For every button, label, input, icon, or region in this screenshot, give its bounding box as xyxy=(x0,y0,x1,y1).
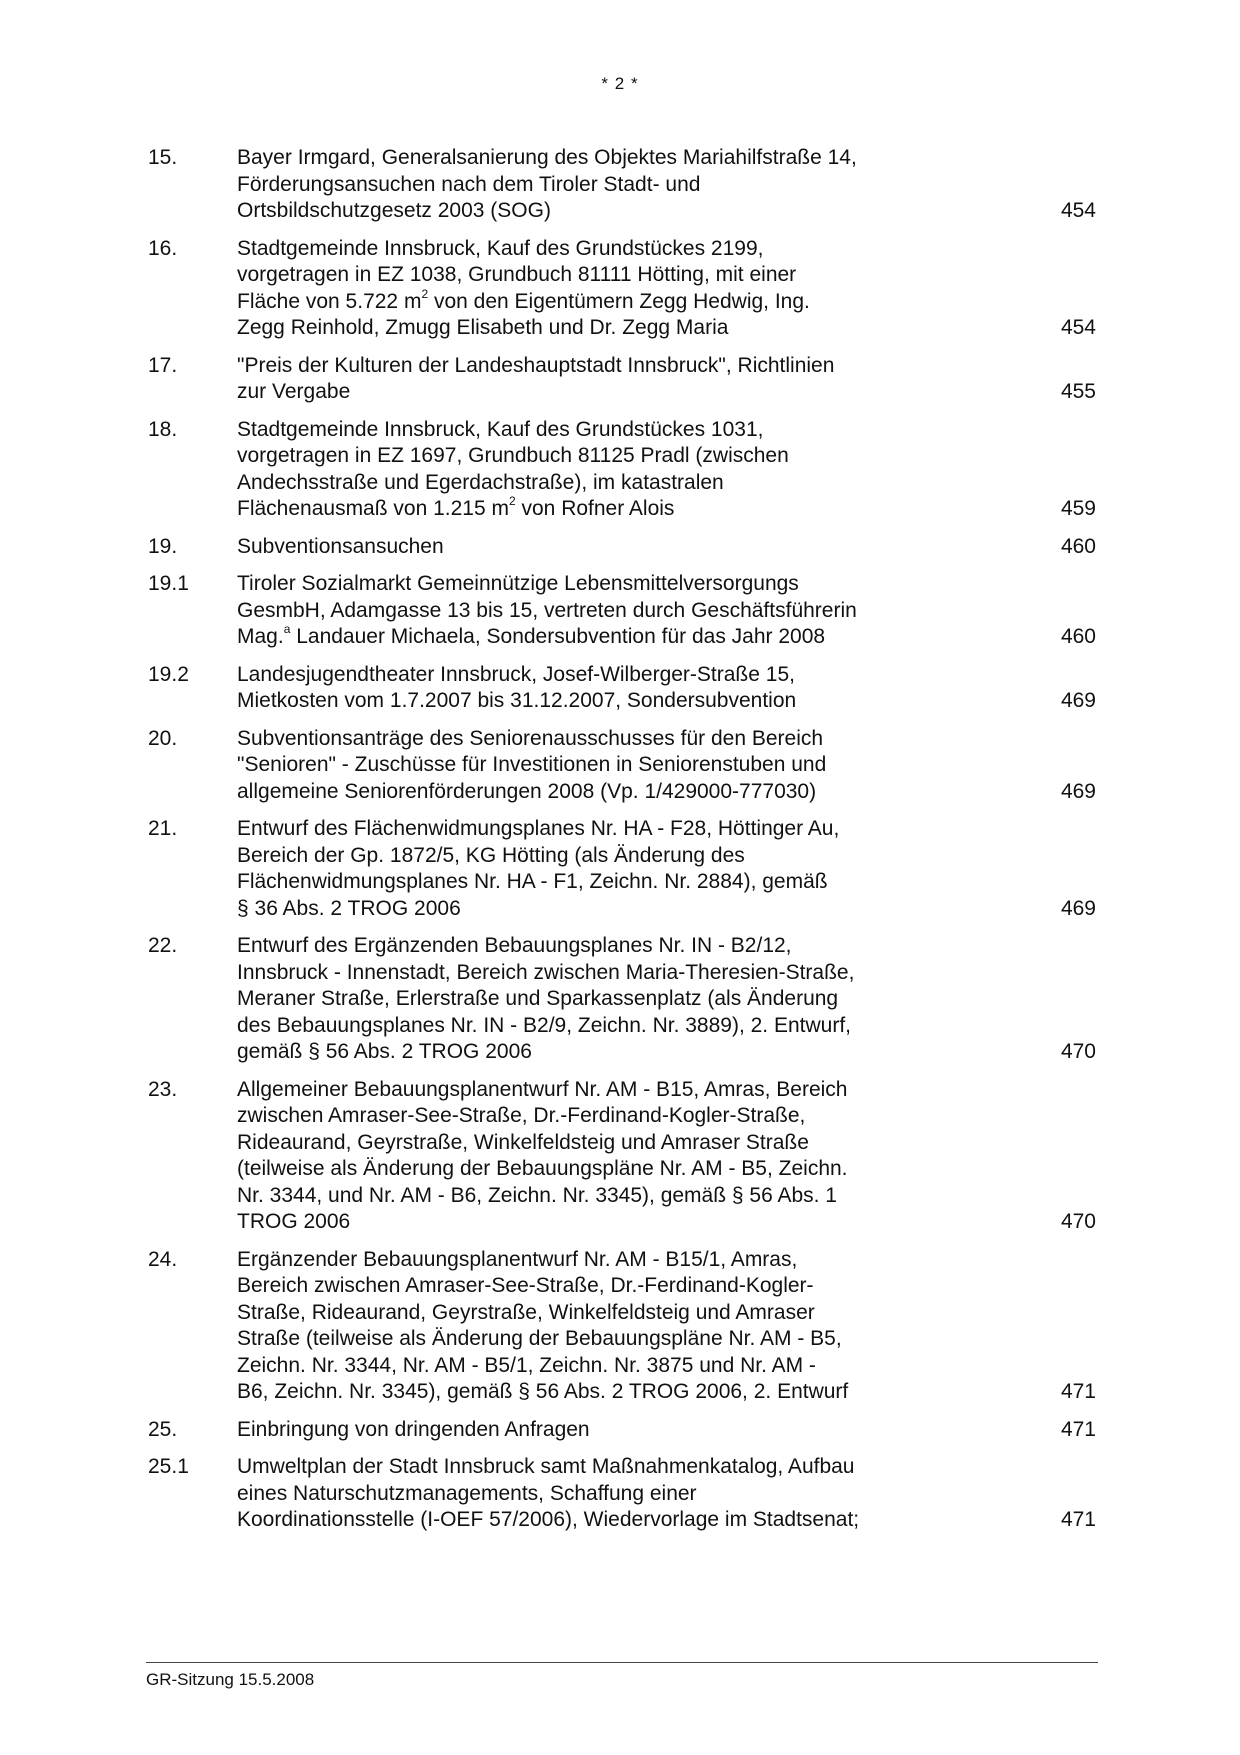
toc-entry-title-line: Rideaurand, Geyrstraße, Winkelfeldsteig und Amraser Straße xyxy=(237,1130,809,1154)
toc-entry-title xyxy=(237,1454,977,1534)
toc-entry-page: 469 xyxy=(1060,896,1096,920)
toc-entry-title-line: Meraner Straße, Erlerstraße und Sparkassenplatz (als Änderung xyxy=(237,987,839,1010)
toc-entry-title xyxy=(237,236,977,342)
footer-session-date: GR-Sitzung 15.5.2008 xyxy=(146,1670,315,1689)
toc-entry-title-line: Landesjugendtheater Innsbruck, Josef-Wilberger-Straße 15, xyxy=(237,662,795,686)
superscript: 2 xyxy=(508,494,516,508)
toc-entry xyxy=(148,145,1096,225)
toc-entry-title-line: Flächenausmaß von 1.215 $m^2$ von Rofner Alois xyxy=(237,494,675,520)
toc-entry-title xyxy=(237,662,977,715)
toc-entry xyxy=(148,1454,1096,1534)
toc-entry-title-line: vorgetragen in EZ 1038, Grundbuch 81111 Hötting, mit einer xyxy=(237,263,797,286)
toc-entry-number: 25.1 xyxy=(148,1455,189,1478)
toc-entry-page: 471 xyxy=(1060,1417,1096,1441)
toc-entry-title-line: Mietkosten vom 1.7.2007 bis 31.12.2007, Sondersubvention xyxy=(237,689,797,712)
toc-entry-page: 454 xyxy=(1060,316,1096,339)
toc-entry-title-line: Ortsbildschutzgesetz 2003 (SOG) xyxy=(237,199,551,222)
toc-entry-title-line: Entwurf des Flächenwidmungsplanes Nr. HA - F28, Höttinger Au, xyxy=(237,817,840,840)
toc-entry-title-line: zur Vergabe xyxy=(237,380,351,403)
toc-entry-title-line: gemäß § 56 Abs. 2 TROG 2006 xyxy=(237,1040,532,1063)
toc-entry-title-line: Mag.$^a$ Landauer Michaela, Sondersubvention für das Jahr 2008 xyxy=(237,622,826,648)
toc-entry-title-line: des Bebauungsplanes Nr. IN - B2/9, Zeichn. Nr. 3889), 2. Entwurf, xyxy=(237,1013,851,1037)
toc-entry-title-line: Straße, Rideaurand, Geyrstraße, Winkelfeldsteig und Amraser xyxy=(237,1300,815,1324)
toc-entry-page: 454 xyxy=(1060,199,1096,222)
toc-entry-title xyxy=(237,571,977,651)
toc-entry-title-line: Nr. 3344, und Nr. AM - B6, Zeichn. Nr. 3345), gemäß § 56 Abs. 1 xyxy=(237,1183,837,1207)
toc-entry xyxy=(148,816,1096,922)
toc-entry-title-line: vorgetragen in EZ 1697, Grundbuch 81125 Pradl (zwischen xyxy=(237,444,789,467)
page-number: * 2 * xyxy=(601,74,639,93)
toc-entry-page: 469 xyxy=(1060,689,1096,712)
toc-entry-page: 469 xyxy=(1060,779,1096,803)
toc-entry-title-line: zwischen Amraser-See-Straße, Dr.-Ferdinand-Kogler-Straße, xyxy=(237,1104,806,1127)
toc-entry-title xyxy=(237,1247,977,1406)
toc-entry-title-line: Tiroler Sozialmarkt Gemeinnützige Lebensmittelversorgungs xyxy=(237,572,799,595)
toc-entry xyxy=(148,236,1096,342)
toc-entry-title-line: Flächenwidmungsplanes Nr. HA - F1, Zeichn. Nr. 2884), gemäß xyxy=(237,870,828,893)
toc-entry-title-line: Koordinationsstelle (I-OEF 57/2006), Wiedervorlage im Stadtsenat; xyxy=(237,1508,860,1531)
toc-entry-title-line: Allgemeiner Bebauungsplanentwurf Nr. AM - B15, Amras, Bereich xyxy=(237,1077,848,1101)
toc-entry-number: 15. xyxy=(148,146,178,169)
toc-entry-title-line: Bereich der Gp. 1872/5, KG Hötting (als Änderung des xyxy=(237,843,745,867)
toc-entry-page: 460 xyxy=(1060,534,1096,558)
toc-entry-number: 25. xyxy=(148,1417,178,1441)
toc-entry-title-line: eines Naturschutzmanagements, Schaffung einer xyxy=(237,1481,697,1505)
toc-entry-number: 17. xyxy=(148,353,178,377)
toc-entry xyxy=(148,417,1096,523)
toc-entry-title xyxy=(237,353,977,406)
toc-entry-page: 471 xyxy=(1060,1508,1096,1531)
toc-entry-number: 19.1 xyxy=(148,572,189,595)
toc-entry-title-line: Bayer Irmgard, Generalsanierung des Objektes Mariahilfstraße 14, xyxy=(237,146,857,169)
toc-entry-page: 459 xyxy=(1060,497,1096,520)
toc-entry-number: 22. xyxy=(148,934,178,957)
toc-entry-title-line: Andechsstraße und Egerdachstraße), im katastralen xyxy=(237,470,724,494)
toc-entry-number: 18. xyxy=(148,417,178,441)
toc-entry xyxy=(148,534,1096,561)
toc-entry xyxy=(148,933,1096,1066)
toc-entry xyxy=(148,1417,1096,1444)
toc-entry-title xyxy=(237,534,977,561)
toc-entry-title xyxy=(237,726,977,806)
toc-entry-title-line: allgemeine Seniorenförderungen 2008 (Vp. 1/429000-777030) xyxy=(237,779,817,803)
toc-entry-title xyxy=(237,1417,977,1444)
toc-entry-title-line: "Senioren" - Zuschüsse für Investitionen in Seniorenstuben und xyxy=(237,753,827,776)
toc-entry-title-line: GesmbH, Adamgasse 13 bis 15, vertreten durch Geschäftsführerin xyxy=(237,598,857,622)
toc-entry-title-line: Innsbruck - Innenstadt, Bereich zwischen Maria-Theresien-Straße, xyxy=(237,960,855,984)
toc-entry-page: 470 xyxy=(1060,1040,1096,1063)
toc-entry-page: 470 xyxy=(1060,1210,1096,1233)
toc-entry-title-line: Umweltplan der Stadt Innsbruck samt Maßnahmenkatalog, Aufbau xyxy=(237,1455,855,1478)
superscript: a xyxy=(283,622,291,636)
toc-entry-title xyxy=(237,1077,977,1236)
toc-entry xyxy=(148,662,1096,715)
toc-entry-title-line: "Preis der Kulturen der Landeshauptstadt Innsbruck", Richtlinien xyxy=(237,353,835,377)
toc-entry-title xyxy=(237,933,977,1066)
toc-entry-title-line: Bereich zwischen Amraser-See-Straße, Dr.-Ferdinand-Kogler- xyxy=(237,1274,814,1297)
toc-entry xyxy=(148,726,1096,806)
toc-entry-title-line: Stadtgemeinde Innsbruck, Kauf des Grundstückes 1031, xyxy=(237,417,764,441)
toc-entry-title-line: § 36 Abs. 2 TROG 2006 xyxy=(237,896,461,920)
toc-entry-number: 23. xyxy=(148,1077,178,1101)
toc-entry-title-line: (teilweise als Änderung der Bebauungspläne Nr. AM - B5, Zeichn. xyxy=(237,1157,848,1180)
toc-entry-page: 471 xyxy=(1060,1380,1096,1403)
toc-entry-title-line: Förderungsansuchen nach dem Tiroler Stadt- und xyxy=(237,172,701,196)
toc-entry-number: 21. xyxy=(148,817,178,840)
toc-entry-number: 19.2 xyxy=(148,662,189,686)
toc-entry-number: 20. xyxy=(148,726,178,750)
toc-entry-page: 460 xyxy=(1060,625,1096,648)
toc-entry xyxy=(148,1247,1096,1406)
toc-entry-title-line: Zegg Reinhold, Zmugg Elisabeth und Dr. Zegg Maria xyxy=(237,316,729,339)
toc-entry-number: 24. xyxy=(148,1247,178,1271)
toc-entry-title-line: Einbringung von dringenden Anfragen xyxy=(237,1417,590,1441)
toc-entry xyxy=(148,353,1096,406)
table-of-contents xyxy=(148,145,1096,1545)
toc-entry-title-line: Ergänzender Bebauungsplanentwurf Nr. AM - B15/1, Amras, xyxy=(237,1247,798,1271)
superscript: 2 xyxy=(421,286,429,301)
toc-entry-title xyxy=(237,417,977,523)
toc-entry-title-line: Zeichn. Nr. 3344, Nr. AM - B5/1, Zeichn. Nr. 3875 und Nr. AM - xyxy=(237,1353,816,1377)
toc-entry-page: 455 xyxy=(1060,380,1096,403)
toc-entry-title-line: Subventionsanträge des Seniorenausschusses für den Bereich xyxy=(237,726,824,750)
toc-entry-title-line: Fläche von 5.722 $m^2$ von den Eigentümern Zegg Hedwig, Ing. xyxy=(237,286,810,313)
toc-entry-title-line: Entwurf des Ergänzenden Bebauungsplanes Nr. IN - B2/12, xyxy=(237,934,792,957)
toc-entry xyxy=(148,571,1096,651)
toc-entry-title xyxy=(237,145,977,225)
toc-entry-title-line: TROG 2006 xyxy=(237,1210,351,1233)
toc-entry-title-line: Straße (teilweise als Änderung der Bebauungspläne Nr. AM - B5, xyxy=(237,1327,842,1350)
toc-entry-number: 16. xyxy=(148,236,178,260)
footer-divider xyxy=(146,1662,1098,1663)
toc-entry-title xyxy=(237,816,977,922)
toc-entry-number: 19. xyxy=(148,534,178,558)
toc-entry-title-line: Subventionsansuchen xyxy=(237,534,444,558)
toc-entry xyxy=(148,1077,1096,1236)
toc-entry-title-line: B6, Zeichn. Nr. 3345), gemäß § 56 Abs. 2 TROG 2006, 2. Entwurf xyxy=(237,1380,849,1403)
toc-entry-title-line: Stadtgemeinde Innsbruck, Kauf des Grundstückes 2199, xyxy=(237,236,764,260)
